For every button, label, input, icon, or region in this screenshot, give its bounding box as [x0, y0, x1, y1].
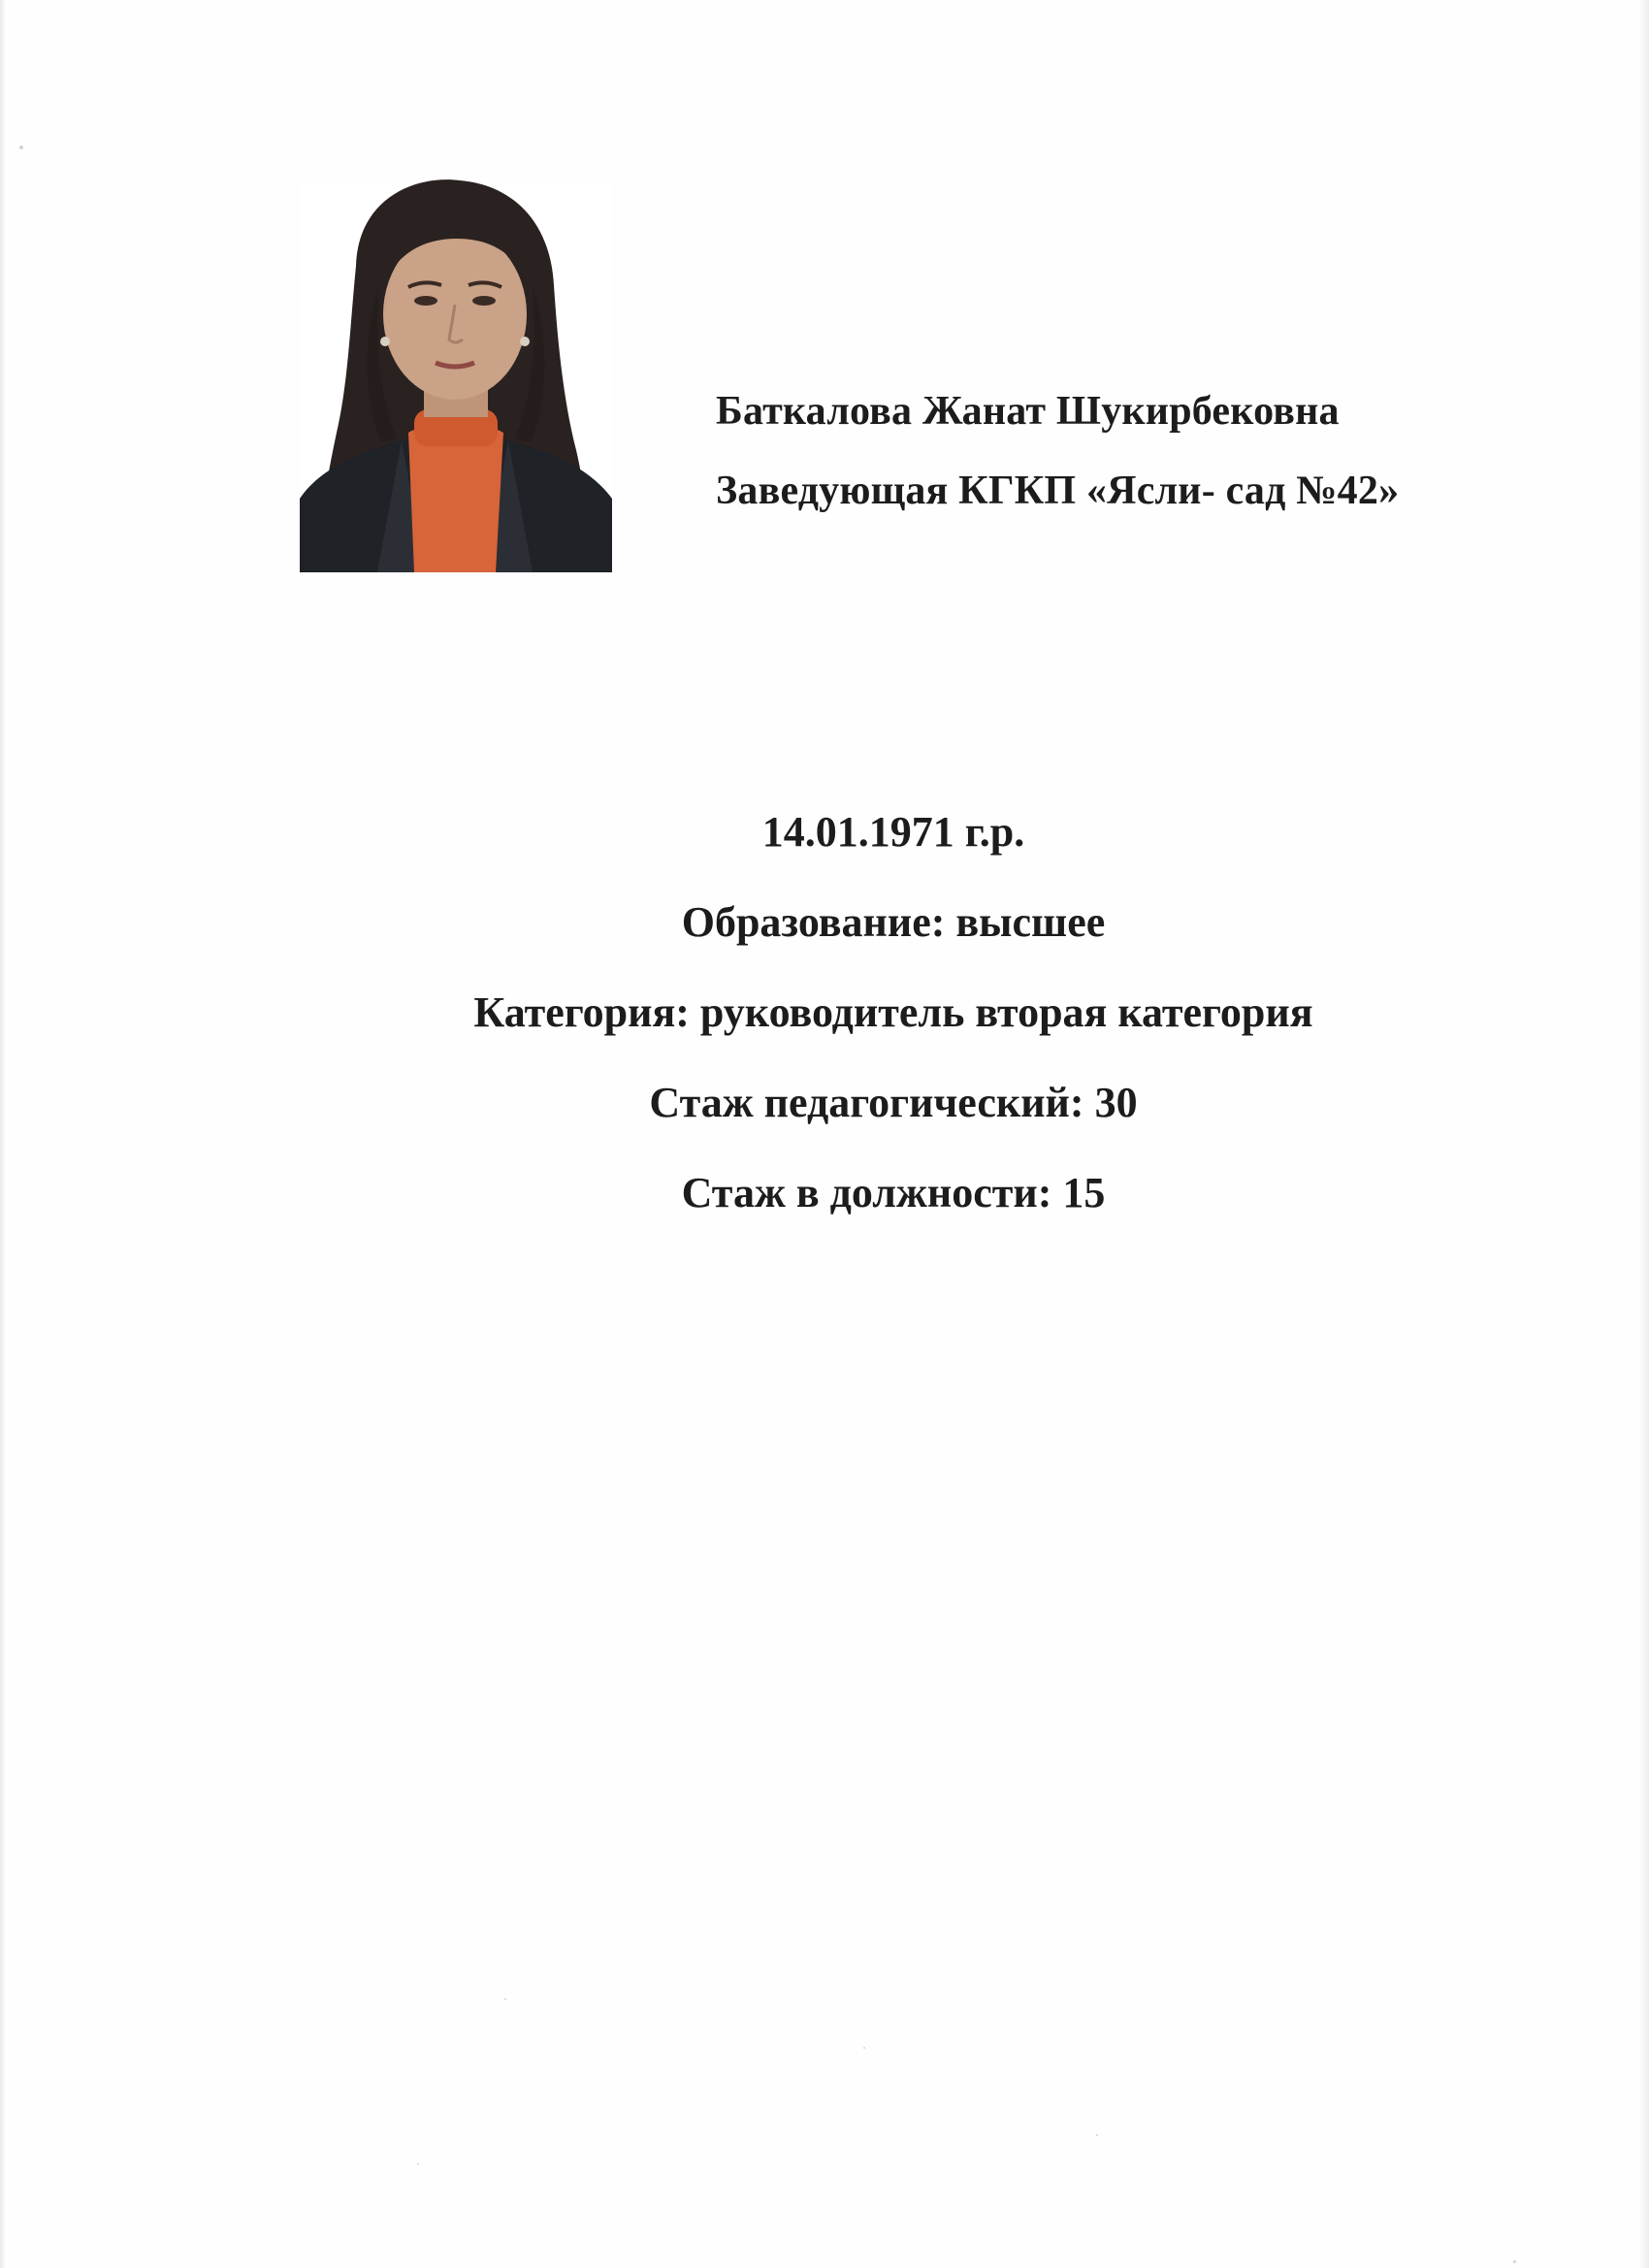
scan-speck: [863, 2047, 865, 2049]
header-block: [716, 388, 1589, 514]
education: Образование: высшее: [681, 898, 1106, 946]
portrait-photo: [300, 178, 612, 572]
scan-speck: [504, 1998, 506, 2000]
scan-speck: [19, 146, 23, 149]
scan-speck: [417, 2163, 419, 2165]
person-position: Заведующая КГКП «Ясли- сад №42»: [716, 469, 1400, 513]
category: Категория: руководитель вторая категория: [473, 988, 1313, 1036]
birth-date: 14.01.1971 г.р.: [761, 808, 1025, 856]
details-block: [0, 807, 1649, 1258]
position-experience: Стаж в должности: 15: [681, 1169, 1106, 1216]
person-name: Баткалова Жанат Шукирбековна: [716, 389, 1340, 434]
scan-speck: [1096, 2134, 1098, 2136]
teaching-experience: Стаж педагогический: 30: [649, 1079, 1138, 1126]
scan-speck: [1513, 2260, 1516, 2263]
